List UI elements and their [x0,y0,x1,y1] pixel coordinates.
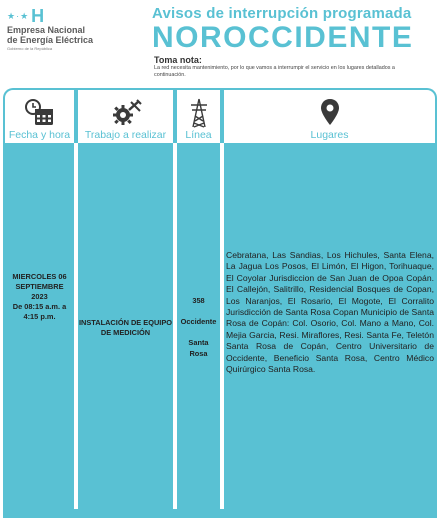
region-title: NOROCCIDENTE [152,21,414,54]
column-label-fecha: Fecha y hora [8,129,71,141]
linea-line [177,328,220,339]
column-label-lugares: Lugares [310,129,349,141]
fecha-line: SEPTIEMBRE [15,282,64,291]
org-name-line2: de Energía Eléctrica [7,35,94,46]
notice-subtitle: Avisos de interrupción programada [152,5,412,22]
org-government: Gobierno de la República [7,46,53,52]
trabajo-line: INSTALACIÓN DE EQUIPO [78,318,173,327]
column-label-linea: Línea [185,129,212,141]
column-header-linea [177,90,220,143]
enee-logo [7,7,117,52]
map-pin-icon [224,98,435,131]
column-header-fecha [5,90,74,143]
org-name-line1: Empresa Nacional [7,25,86,36]
linea-line [177,307,220,318]
linea-line: Santa [188,338,209,347]
clock-calendar-icon [5,98,74,133]
cell-fecha [5,272,74,322]
column-header-trabajo [78,90,173,143]
fecha-line: 4:15 p.m. [23,312,56,321]
cell-lugares: Cebratana, Las Sandias, Los Hichules, Santa Elena, La Jagua Los Posos, El Limón, El Higon, Torihuaque, El Coyolar Jurisdiccion de San Juan de Opoa Copán. El Callejón, Salitrillo, Residencial Bosques de Copan, Los Naranjos, El Rosario, El Mogote, El Corralito Jurisdicción de Santa Rosa Copan Municipio de Santa Rosa de Copán: Col. Osorio, Col. Mano a Mano, Col. Mejia Garcia, Resi. Miraflores, Resi. Santa Fe, Teletón Santa Rosa de Copán, Centro Universitario de Occidente, Beneficio Santa Rosa, Centro Médico Quirúrgico Santa Rosa. [226,250,434,375]
column-header-lugares [224,90,435,143]
logo-h-letter: H [31,6,45,26]
fecha-line: 2023 [31,292,48,301]
column-label-trabajo: Trabajo a realizar [84,129,167,141]
nota-title: Toma nota: [154,55,202,65]
gear-tools-icon [78,98,173,133]
linea-line: 358 [192,296,205,305]
nota-text: La red necesita mantenimiento, por lo que vamos a interrumpir el servicio en los lugares detallados a continuación. [154,65,395,78]
trabajo-line: DE MEDICIÓN [100,328,151,337]
cell-trabajo [78,318,173,338]
linea-line: Occidente [180,317,217,326]
power-tower-icon [177,98,220,133]
fecha-line: De 08:15 a.m. a [12,302,67,311]
stars-icon: ★·★ [7,10,30,21]
fecha-line: MIERCOLES 06 [12,272,67,281]
linea-line: Rosa [189,348,208,358]
cell-linea [177,296,220,359]
column-divider [220,143,224,509]
